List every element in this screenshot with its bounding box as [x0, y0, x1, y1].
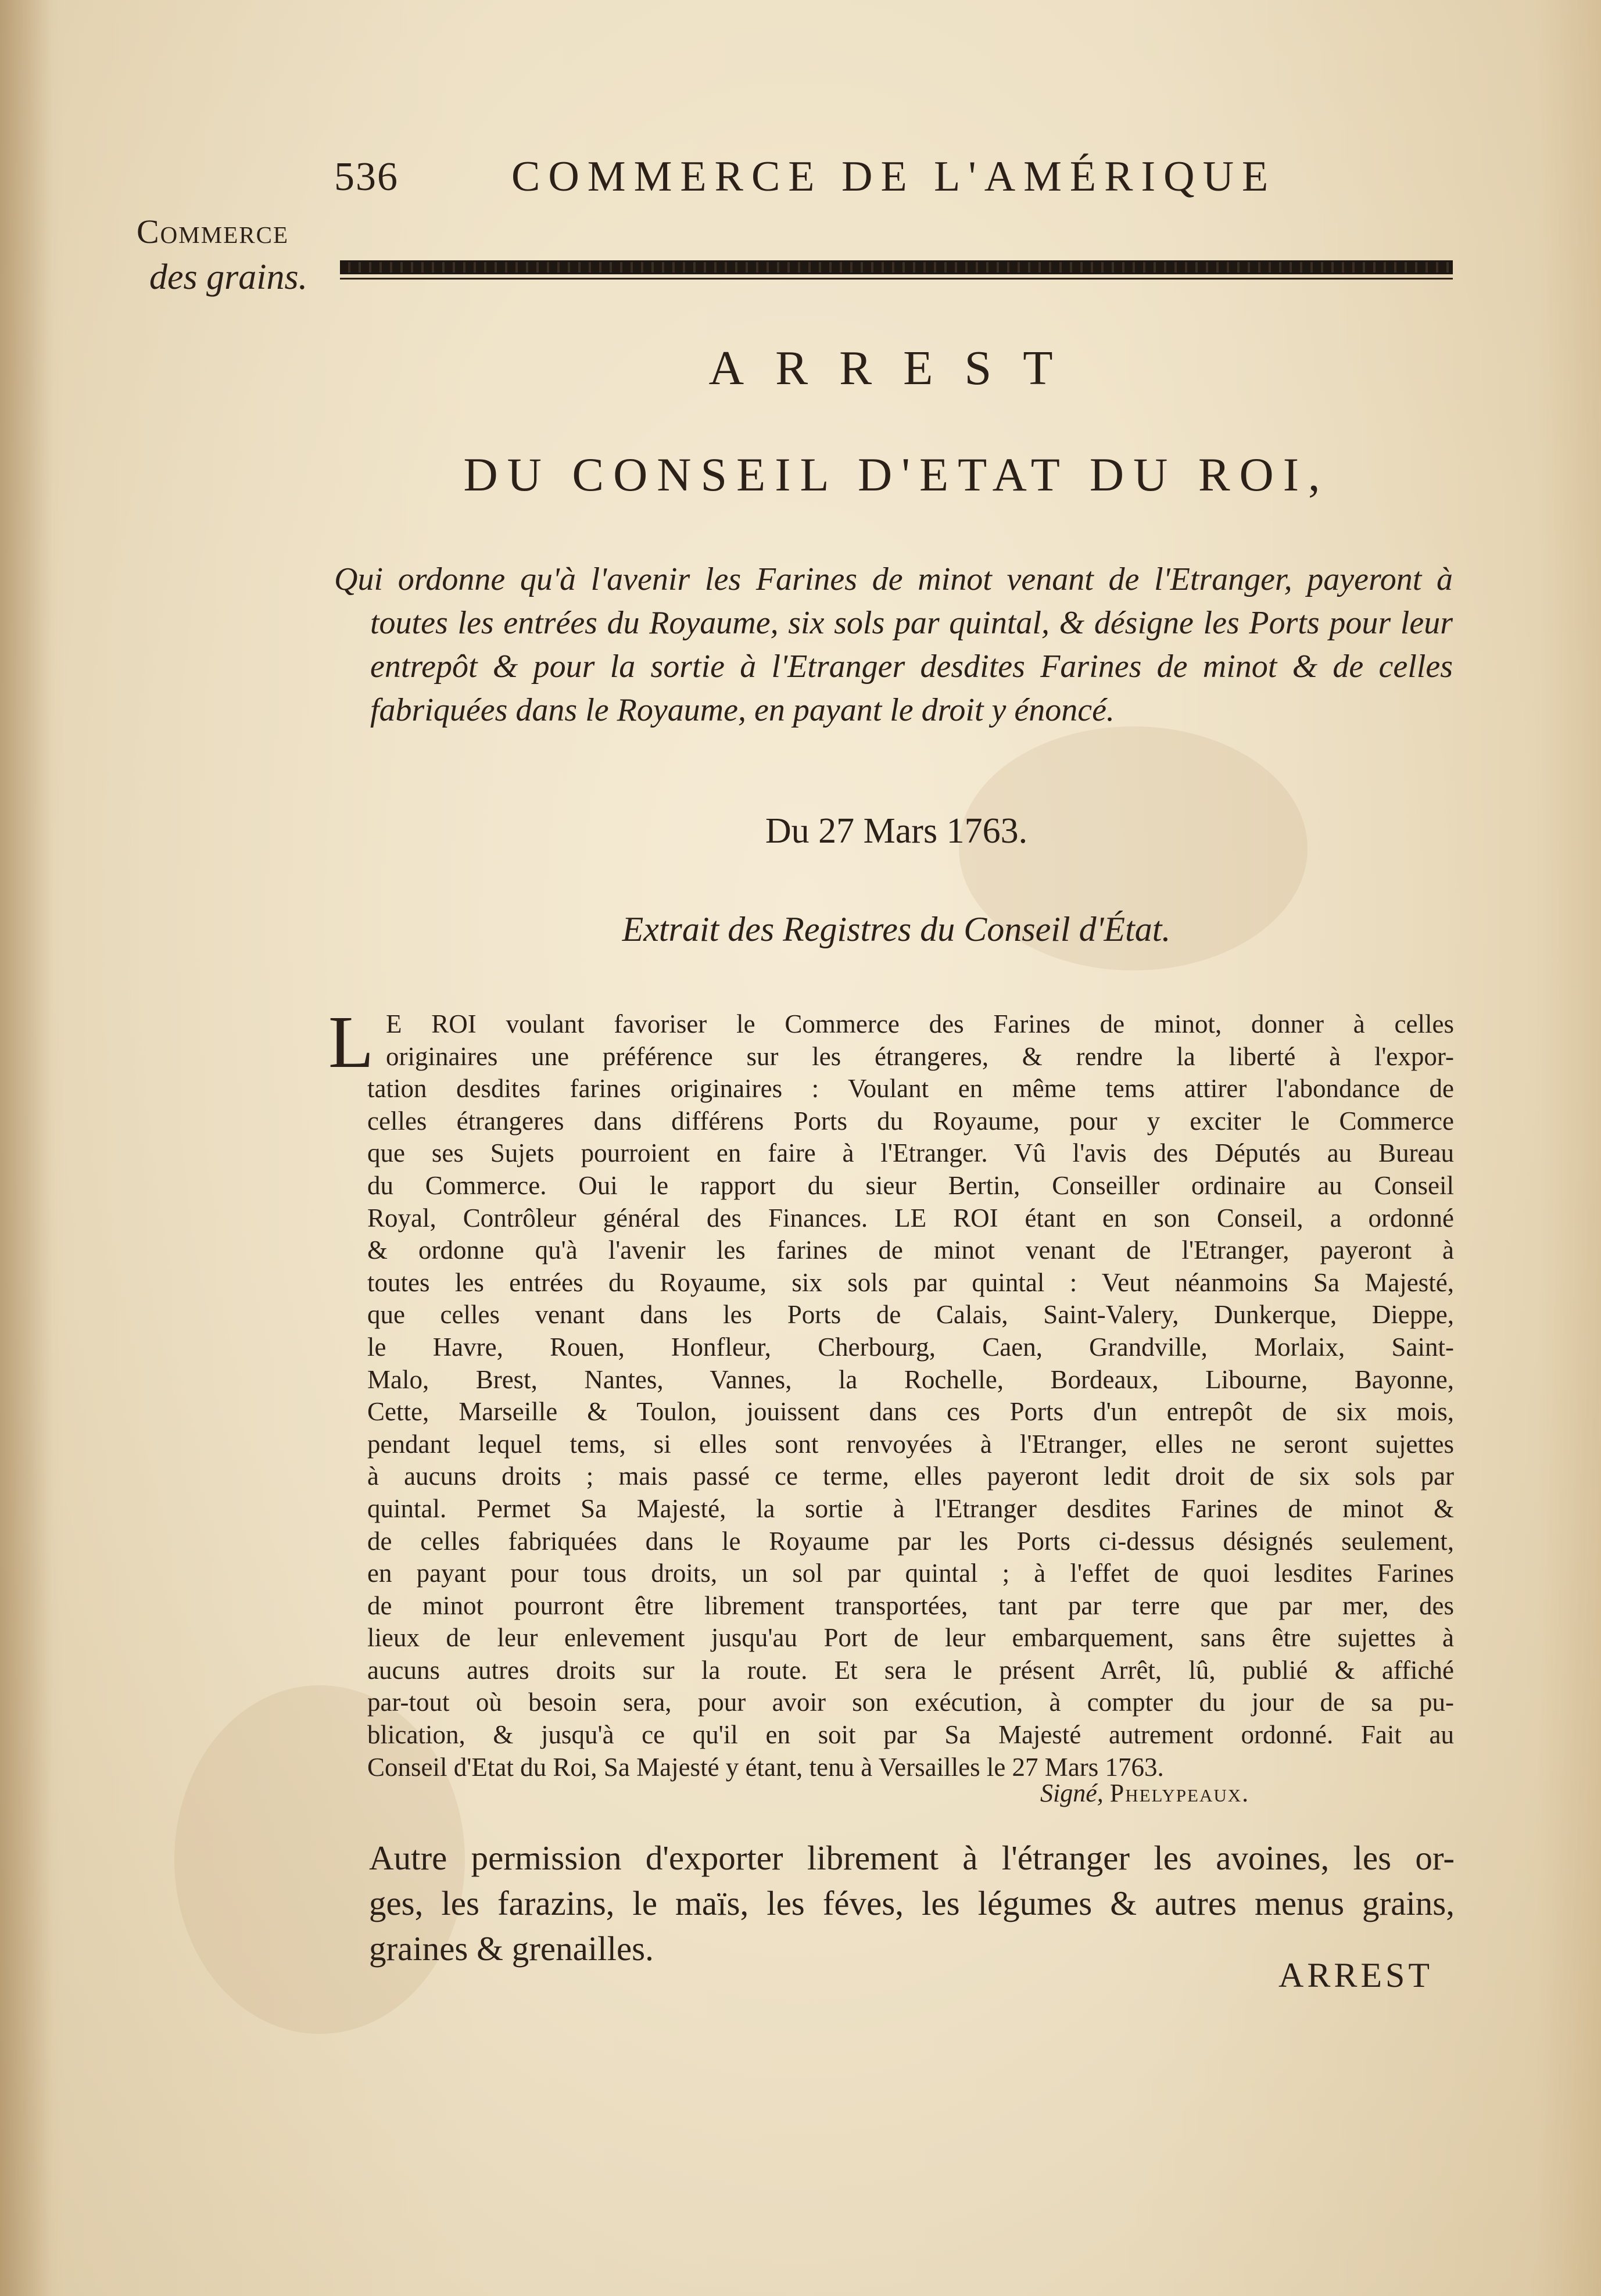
page-spine-shadow [0, 0, 52, 2296]
notice-line: Autre permission d'exporter librement à l'étranger les avoines, les or- [369, 1839, 1455, 1877]
document-subtitle: DU CONSEIL D'ETAT DU ROI, [463, 448, 1330, 501]
body-line: à aucuns droits ; mais passé ce terme, elles payeront ledit droit de six sols par [367, 1462, 1454, 1491]
body-line: tation desdites farines originaires : Voulant en même tems attirer l'abondance de [367, 1074, 1454, 1104]
body-line: lieux de leur enlevement jusqu'au Port de leur embarquement, sans être sujettes à [367, 1623, 1454, 1653]
header-ornamental-rule [340, 260, 1453, 274]
body-line: que celles venant dans les Ports de Calais, Saint-Valery, Dunkerque, Dieppe, [367, 1300, 1454, 1330]
signature-name: Phelypeaux. [1109, 1779, 1250, 1807]
body-line: en payant pour tous droits, un sol par quintal ; à l'effet de quoi lesdites Farines [367, 1559, 1454, 1588]
body-line: de celles fabriquées dans le Royaume par les Ports ci-dessus désignés seulement, [367, 1526, 1454, 1556]
decree-date: Du 27 Mars 1763. [765, 811, 1028, 851]
decree-summary-text: Qui ordonne qu'à l'avenir les Farines de minot venant de l'Etranger, payeront à toutes les entrées du Royaume, six sols par quintal, & désigne les Ports pour leur entrepôt & pour la sortie à l'Etranger desdites Farines de minot & de celles fabriquées dans le Royaume, en payant le droit y énoncé. [334, 561, 1453, 728]
signature-line [1040, 1778, 1249, 1808]
notice-line: graines & grenailles. [369, 1929, 654, 1968]
body-line: Cette, Marseille & Toulon, jouissent dans ces Ports d'un entrepôt de six mois, [367, 1397, 1454, 1427]
body-line: E ROI voulant favoriser le Commerce des Farines de minot, donner à celles [386, 1009, 1454, 1038]
body-line: par-tout où besoin sera, pour avoir son exécution, à compter du jour de sa pu- [367, 1688, 1454, 1717]
header-thin-rule [340, 278, 1453, 280]
document-title: ARREST [708, 341, 1084, 395]
decree-summary [334, 558, 1453, 732]
body-line: celles étrangeres dans différens Ports du Royaume, pour y exciter le Commerce [367, 1106, 1454, 1136]
body-line: blication, & jusqu'à ce qu'il en soit par Sa Majesté autrement ordonné. Fait au [367, 1720, 1454, 1750]
body-line: de minot pourront être librement transportées, tant par terre que par mer, des [367, 1591, 1454, 1620]
body-line: le Havre, Rouen, Honfleur, Cherbourg, Caen, Grandville, Morlaix, Saint- [367, 1332, 1454, 1362]
signature-label: Signé, [1040, 1779, 1104, 1807]
export-notice [369, 1835, 1455, 1971]
extract-heading: Extrait des Registres du Conseil d'État. [622, 910, 1171, 948]
page-number: 536 [334, 155, 399, 199]
body-line: Malo, Brest, Nantes, Vannes, la Rochelle, Bordeaux, Libourne, Bayonne, [367, 1364, 1454, 1394]
decree-body [367, 1008, 1454, 1783]
margin-note-line: des grains. [149, 257, 308, 297]
body-line: aucuns autres droits sur la route. Et sera le présent Arrêt, lû, publié & affiché [367, 1655, 1454, 1685]
notice-line: ges, les farazins, le maïs, les féves, les légumes & autres menus grains, [369, 1884, 1455, 1922]
margin-note-line: Commerce [137, 213, 289, 250]
running-title: COMMERCE DE L'AMÉRIQUE [511, 153, 1277, 200]
body-line: Royal, Contrôleur général des Finances. LE ROI étant en son Conseil, a ordonné [367, 1203, 1454, 1233]
body-line: originaires une préférence sur les étrangeres, & rendre la liberté à l'expor- [386, 1041, 1454, 1071]
body-line: & ordonne qu'à l'avenir les farines de minot venant de l'Etranger, payeront à [367, 1235, 1454, 1265]
body-line: toutes les entrées du Royaume, six sols par quintal : Veut néanmoins Sa Majesté, [367, 1267, 1454, 1297]
body-line: pendant lequel tems, si elles sont renvoyées à l'Etranger, elles ne seront sujettes [367, 1429, 1454, 1459]
body-line: du Commerce. Oui le rapport du sieur Bertin, Conseiller ordinaire au Conseil [367, 1170, 1454, 1200]
body-line: Conseil d'Etat du Roi, Sa Majesté y étant, tenu à Versailles le 27 Mars 1763. [367, 1752, 1164, 1782]
margin-note [137, 209, 307, 300]
drop-cap: L [328, 1001, 374, 1083]
body-line: quintal. Permet Sa Majesté, la sortie à l'Etranger desdites Farines de minot & [367, 1493, 1454, 1523]
catchword: ARREST [1278, 1956, 1434, 1994]
body-line: que ses Sujets pourroient en faire à l'Etranger. Vû l'avis des Députés au Bureau [367, 1138, 1454, 1168]
